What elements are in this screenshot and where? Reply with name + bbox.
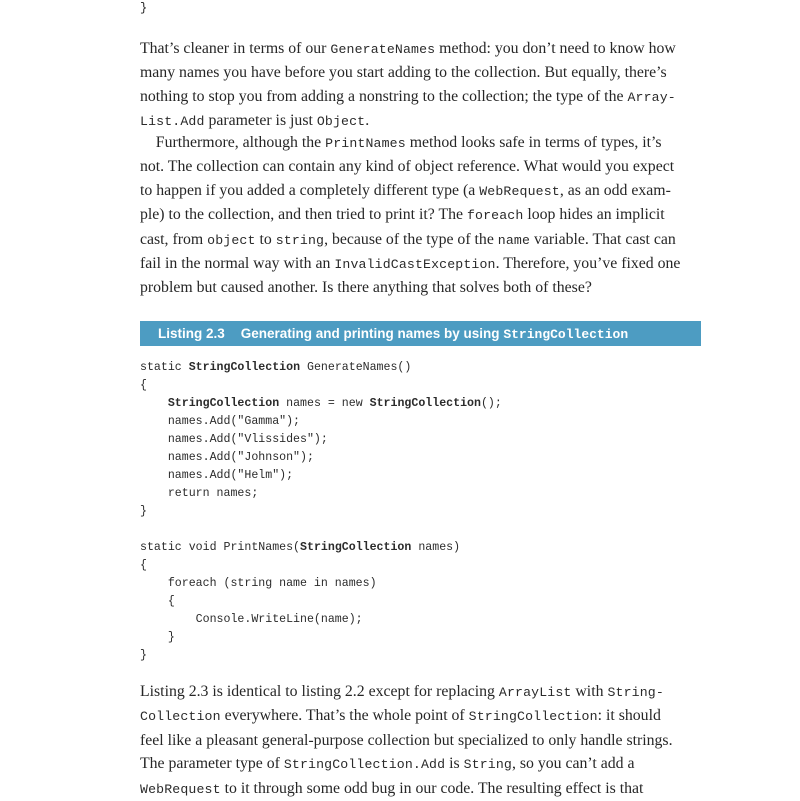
code-line xyxy=(140,557,502,575)
paragraph-generate-names xyxy=(140,37,701,134)
code-line xyxy=(140,395,502,413)
code-line xyxy=(140,449,502,467)
inline-code: Object xyxy=(316,114,366,130)
text-run: variable. That cast can xyxy=(530,230,676,248)
code-line xyxy=(140,539,502,557)
code-text: static xyxy=(140,361,189,374)
code-listing xyxy=(140,359,502,665)
text-run: . Therefore, you’ve fixed one xyxy=(495,255,681,273)
inline-code: GenerateNames xyxy=(330,42,436,57)
code-text: { xyxy=(140,379,147,392)
text-run: method looks safe in terms of types, it’s xyxy=(405,134,662,151)
inline-code: ArrayList xyxy=(498,685,572,700)
code-text: names.Add("Johnson"); xyxy=(140,451,314,464)
text-run: That’s cleaner in terms of our xyxy=(140,40,331,57)
code-text: { xyxy=(140,595,175,608)
inline-code: string xyxy=(275,232,325,248)
text-run: fail in the normal way with an xyxy=(140,255,335,273)
paragraph-line xyxy=(140,155,701,178)
listing-title-code: StringCollection xyxy=(503,327,629,342)
text-run: ple) to the collection, and then tried to print it? The xyxy=(140,206,467,224)
code-type-name: StringCollection xyxy=(369,397,481,410)
paragraph-line xyxy=(140,228,701,252)
paragraph-line xyxy=(140,252,701,276)
code-line xyxy=(140,431,502,449)
code-line xyxy=(140,629,502,647)
code-line xyxy=(140,359,502,377)
paragraph-line xyxy=(140,729,701,752)
text-run: everywhere. That’s the whole point of xyxy=(220,707,469,725)
text-run: : it should xyxy=(597,707,661,725)
paragraph-line xyxy=(140,37,701,61)
code-text: names) xyxy=(411,541,461,554)
text-run: to xyxy=(255,230,276,248)
text-run: , because of the type of the xyxy=(324,230,498,248)
inline-code: PrintNames xyxy=(325,136,406,151)
paragraph-line xyxy=(140,704,701,728)
code-text: foreach (string name in names) xyxy=(140,577,377,590)
text-run: cast, from xyxy=(140,230,208,248)
text-run: not. The collection can contain any kind of object reference. What would you expect xyxy=(140,158,675,176)
inline-code: object xyxy=(207,232,256,248)
text-run: Listing 2.3 is identical to listing 2.2 except for replacing xyxy=(140,683,499,700)
inline-code: WebRequest xyxy=(479,183,560,199)
code-text xyxy=(140,397,168,410)
code-line xyxy=(140,467,502,485)
code-text: } xyxy=(140,631,175,644)
text-run: Furthermore, although the xyxy=(140,134,326,151)
inline-code: Array- xyxy=(627,89,676,105)
text-run: to happen if you added a completely different type (a xyxy=(140,181,480,199)
inline-code: String xyxy=(463,757,512,773)
code-text: Console.WriteLine(name); xyxy=(140,613,363,626)
paragraph-line xyxy=(140,777,701,801)
code-type-name: StringCollection xyxy=(300,541,412,554)
inline-code: WebRequest xyxy=(140,781,221,797)
code-text: names.Add("Helm"); xyxy=(140,469,294,482)
code-line xyxy=(140,503,502,521)
code-text: } xyxy=(140,649,147,662)
paragraph-line xyxy=(140,203,701,227)
code-text: } xyxy=(140,505,147,518)
text-run: , as an odd exam- xyxy=(559,181,671,199)
code-line xyxy=(140,593,502,611)
inline-code: StringCollection xyxy=(468,709,598,725)
listing-caption xyxy=(140,321,701,346)
code-line xyxy=(140,413,502,431)
listing-title: Generating and printing names by using xyxy=(240,326,504,341)
code-line xyxy=(140,611,502,629)
code-text: names = new xyxy=(279,397,370,410)
paragraph-line xyxy=(140,85,701,109)
inline-code: StringCollection.Add xyxy=(283,757,446,773)
text-run: parameter is just xyxy=(204,112,317,130)
code-text: (); xyxy=(480,397,502,410)
code-text: names.Add("Gamma"); xyxy=(140,415,301,428)
text-run: feel like a pleasant general-purpose collection but specialized to only handle strings. xyxy=(140,731,673,749)
paragraph-print-names xyxy=(140,131,701,300)
inline-code: String- xyxy=(607,685,664,700)
inline-code: InvalidCastException xyxy=(334,257,496,273)
paragraph-line xyxy=(140,752,701,776)
text-run: with xyxy=(571,683,608,700)
code-line xyxy=(140,521,502,539)
text-run: , so you can’t add a xyxy=(511,755,635,773)
code-line xyxy=(140,485,502,503)
code-line xyxy=(140,575,502,593)
text-run: problem but caused another. Is there anything that solves both of these? xyxy=(140,279,592,297)
text-run: to it through some odd bug in our code. The resulting effect is that xyxy=(220,779,644,797)
code-line xyxy=(140,647,502,665)
paragraph-line xyxy=(140,109,701,133)
text-run: loop hides an implicit xyxy=(523,206,665,224)
paragraph-line xyxy=(140,680,701,704)
paragraph-line xyxy=(140,131,701,155)
code-text: names.Add("Vlissides"); xyxy=(140,433,328,446)
text-run: nothing to stop you from adding a nonstring to the collection; the type of the xyxy=(140,87,628,105)
text-run: many names you have before you start adding to the collection. But equally, there’s xyxy=(140,64,667,82)
paragraph-line xyxy=(140,276,701,299)
text-run: The parameter type of xyxy=(140,755,284,773)
code-text: return names; xyxy=(140,487,259,500)
text-run: . xyxy=(365,112,370,130)
inline-code: foreach xyxy=(466,208,524,224)
listing-number: Listing 2.3 xyxy=(158,326,225,341)
text-run: is xyxy=(445,755,464,773)
inline-code: name xyxy=(497,232,531,248)
code-text: GenerateNames() xyxy=(300,361,412,374)
code-type-name: StringCollection xyxy=(167,397,280,410)
code-closing-brace: } xyxy=(140,1,148,15)
text-run: method: you don’t need to know how xyxy=(435,40,676,57)
code-type-name: StringCollection xyxy=(188,361,301,374)
code-text: static void PrintNames( xyxy=(140,541,301,554)
code-text: { xyxy=(140,559,147,572)
code-line xyxy=(140,377,502,395)
inline-code: List.Add xyxy=(140,114,205,130)
inline-code: Collection xyxy=(140,709,221,725)
paragraph-line xyxy=(140,61,701,84)
paragraph-string-collection xyxy=(140,680,701,801)
paragraph-line xyxy=(140,179,701,203)
